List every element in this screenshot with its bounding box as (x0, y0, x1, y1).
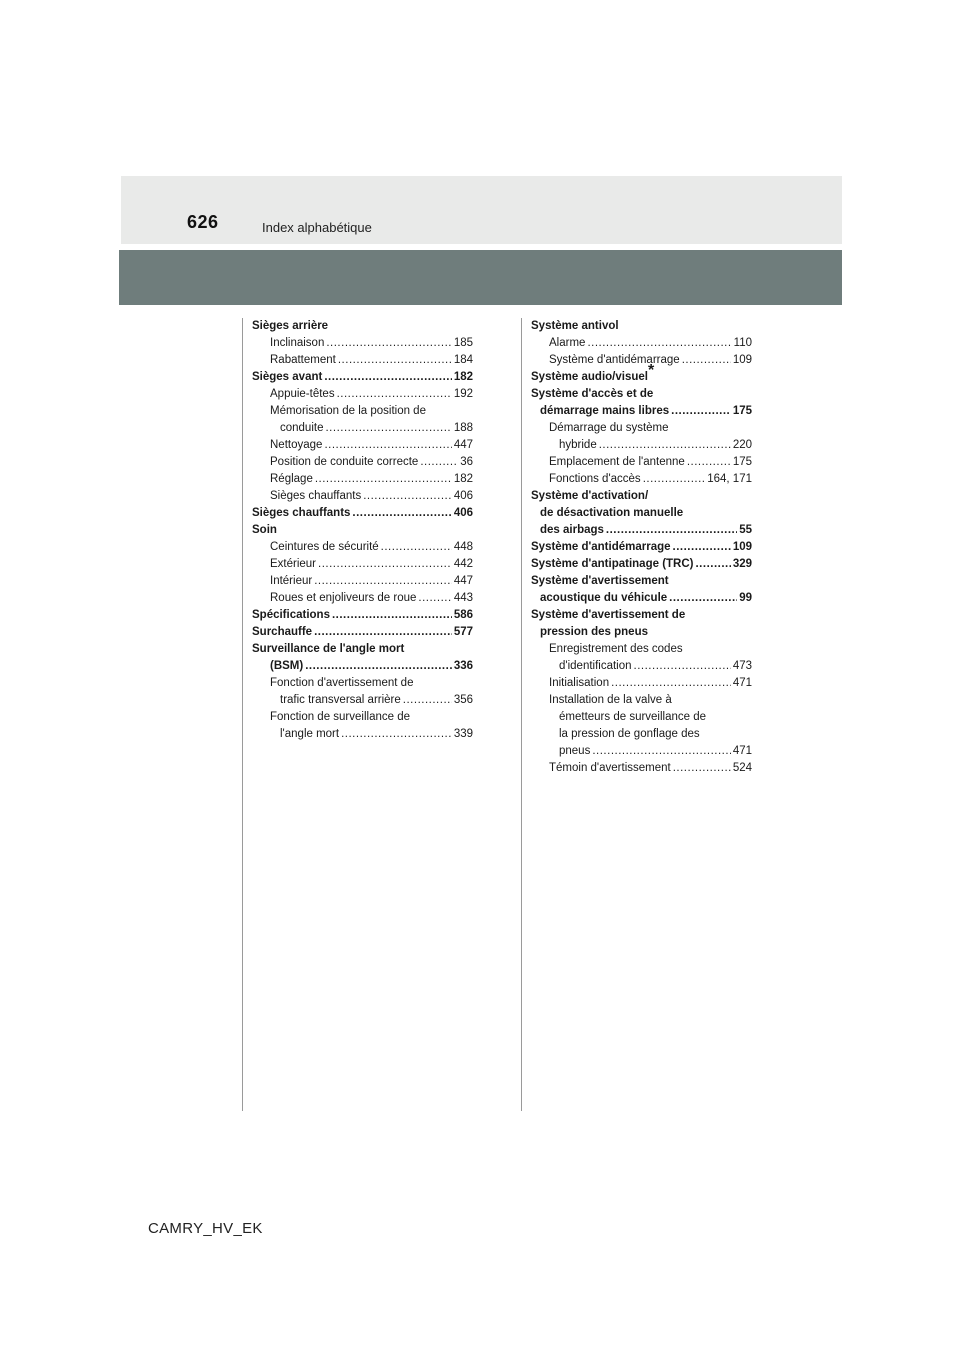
entry-text: des airbags (540, 524, 604, 536)
entry-page-ref: 336 (453, 660, 473, 672)
entry-text: Système antivol (531, 320, 619, 332)
dot-leader (324, 437, 451, 454)
header-accent (119, 176, 121, 244)
entry-page-ref: 339 (453, 728, 473, 740)
entry-page-ref: 188 (453, 422, 473, 434)
index-entry (252, 335, 473, 352)
index-entry (252, 556, 473, 573)
entry-text: Installation de la valve à (549, 694, 672, 706)
entry-text: Sièges chauffants (252, 507, 351, 519)
index-entry (252, 641, 473, 658)
index-entry (531, 471, 752, 488)
entry-page-ref: 406 (453, 490, 473, 502)
dot-leader (332, 607, 452, 624)
index-entry (252, 675, 473, 692)
entry-text: Fonctions d'accès (549, 473, 641, 485)
index-entry (531, 386, 752, 403)
entry-text: Roues et enjoliveurs de roue (270, 592, 417, 604)
index-entry (252, 573, 473, 590)
index-entry (531, 692, 752, 709)
index-entry (252, 454, 473, 471)
dot-leader (341, 726, 452, 743)
entry-text: Fonction d'avertissement de (270, 677, 414, 689)
index-entry (252, 488, 473, 505)
entry-text: acoustique du véhicule (540, 592, 668, 604)
index-entry (531, 437, 752, 454)
index-entry (252, 658, 473, 675)
entry-text: pression des pneus (540, 626, 649, 638)
entry-text: Spécifications (252, 609, 330, 621)
entry-page-ref: 442 (453, 558, 473, 570)
entry-page-ref: 175 (732, 456, 752, 468)
entry-page-ref: 471 (732, 745, 752, 757)
entry-text: démarrage mains libres (540, 405, 670, 417)
entry-page-ref: 448 (453, 541, 473, 553)
dot-leader (326, 335, 451, 352)
entry-text: pneus (559, 745, 591, 757)
index-entry (531, 709, 752, 726)
dot-leader (687, 454, 731, 471)
dot-leader (606, 522, 737, 539)
entry-page-ref: 471 (732, 677, 752, 689)
left-column-rule (242, 318, 243, 1111)
dot-leader (338, 352, 452, 369)
entry-text: hybride (559, 439, 597, 451)
index-entry (252, 522, 473, 539)
index-entry (252, 352, 473, 369)
header-band (119, 250, 842, 305)
index-entry (531, 522, 752, 539)
entry-text: Mémorisation de la position de (270, 405, 426, 417)
entry-text: Réglage (270, 473, 313, 485)
index-entry (531, 675, 752, 692)
index-entry (531, 420, 752, 437)
entry-text: Système d'avertissement (531, 575, 669, 587)
entry-text: Système d'antidémarrage (549, 354, 680, 366)
entry-page-ref: 164, 171 (707, 473, 752, 485)
entry-text: Nettoyage (270, 439, 323, 451)
entry-text: Surveillance de l'angle mort (252, 643, 405, 655)
entry-text: Appuie-têtes (270, 388, 335, 400)
dot-leader (418, 590, 451, 607)
entry-text: la pression de gonflage des (559, 728, 700, 740)
entry-text: Démarrage du système (549, 422, 669, 434)
dot-leader (611, 675, 731, 692)
dot-leader (314, 573, 452, 590)
entry-text: émetteurs de surveillance de (559, 711, 707, 723)
index-entry (531, 658, 752, 675)
dot-leader (324, 369, 451, 386)
index-entry (531, 590, 752, 607)
entry-page-ref: 443 (453, 592, 473, 604)
dot-leader (673, 539, 731, 556)
dot-leader (592, 743, 730, 760)
entry-text: de désactivation manuelle (540, 507, 684, 519)
entry-text: Système audio/visuel (531, 371, 648, 383)
footnote-marker: * (647, 362, 655, 379)
entry-text: Système d'antidémarrage (531, 541, 671, 553)
entry-page-ref: 110 (733, 337, 752, 349)
entry-page-ref: 99 (739, 592, 752, 604)
entry-text: conduite (280, 422, 324, 434)
index-entry (531, 335, 752, 352)
index-entry (252, 505, 473, 522)
index-entry (252, 692, 473, 709)
entry-text: Sièges arrière (252, 320, 329, 332)
entry-text: Système d'antipatinage (TRC) (531, 558, 694, 570)
index-entry (252, 369, 473, 386)
index-entry (252, 403, 473, 420)
index-entry (252, 471, 473, 488)
entry-page-ref: 406 (453, 507, 473, 519)
entry-text: Système d'activation/ (531, 490, 649, 502)
dot-leader (643, 471, 706, 488)
index-entry (252, 709, 473, 726)
index-entry (531, 539, 752, 556)
index-entry (531, 488, 752, 505)
index-entry (252, 607, 473, 624)
dot-leader (403, 692, 452, 709)
page-number: 626 (187, 212, 219, 232)
entry-text: Surchauffe (252, 626, 313, 638)
dot-leader (634, 658, 731, 675)
index-entry (531, 607, 752, 624)
entry-page-ref: 356 (453, 694, 473, 706)
dot-leader (337, 386, 452, 403)
entry-page-ref: 109 (732, 354, 752, 366)
entry-text: Sièges avant (252, 371, 323, 383)
dot-leader (587, 335, 731, 352)
entry-text: (BSM) (270, 660, 304, 672)
entry-text: Extérieur (270, 558, 317, 570)
document-code: CAMRY_HV_EK (148, 1220, 263, 1237)
entry-text: Intérieur (270, 575, 313, 587)
entry-page-ref: 586 (453, 609, 473, 621)
dot-leader (695, 556, 730, 573)
dot-leader (682, 352, 731, 369)
index-entry (252, 624, 473, 641)
dot-leader (381, 539, 452, 556)
index-entry (531, 556, 752, 573)
dot-leader (325, 420, 451, 437)
entry-text: Alarme (549, 337, 586, 349)
entry-page-ref: 447 (453, 575, 473, 587)
entry-page-ref: 220 (732, 439, 752, 451)
dot-leader (315, 471, 452, 488)
index-entry (531, 760, 752, 777)
header-top-band (119, 176, 842, 244)
dot-leader (673, 760, 731, 777)
index-entry (252, 437, 473, 454)
entry-text: Rabattement (270, 354, 336, 366)
entry-page-ref: 109 (732, 541, 752, 553)
index-entry (531, 362, 752, 386)
entry-text: Témoin d'avertissement (549, 762, 671, 774)
entry-text: d'identification (559, 660, 632, 672)
index-entry (252, 420, 473, 437)
index-column-left (252, 318, 473, 743)
entry-text: Système d'accès et de (531, 388, 654, 400)
index-entry (252, 539, 473, 556)
entry-text: trafic transversal arrière (280, 694, 401, 706)
entry-text: Initialisation (549, 677, 610, 689)
entry-text: Enregistrement des codes (549, 643, 683, 655)
entry-text: Inclinaison (270, 337, 325, 349)
entry-text: Soin (252, 524, 277, 536)
entry-text: Position de conduite correcte (270, 456, 419, 468)
entry-text: Emplacement de l'antenne (549, 456, 685, 468)
index-entry (531, 573, 752, 590)
entry-text: Système d'avertissement de (531, 609, 686, 621)
entry-text: Fonction de surveillance de (270, 711, 410, 723)
entry-page-ref: 524 (732, 762, 752, 774)
section-title: Index alphabétique (262, 220, 372, 235)
entry-page-ref: 192 (453, 388, 473, 400)
index-entry (531, 454, 752, 471)
entry-text: Sièges chauffants (270, 490, 362, 502)
entry-page-ref: 184 (453, 354, 473, 366)
index-entry (531, 641, 752, 658)
right-column-rule (521, 318, 522, 1111)
dot-leader (599, 437, 731, 454)
entry-page-ref: 182 (453, 371, 473, 383)
entry-page-ref: 577 (453, 626, 473, 638)
entry-page-ref: 329 (732, 558, 752, 570)
index-entry (252, 590, 473, 607)
dot-leader (305, 658, 452, 675)
entry-text: Ceintures de sécurité (270, 541, 379, 553)
index-entry (531, 726, 752, 743)
dot-leader (314, 624, 452, 641)
entry-page-ref: 36 (460, 456, 473, 468)
index-column-right (531, 318, 752, 777)
dot-leader (671, 403, 731, 420)
index-entry (531, 352, 752, 369)
index-entry (531, 505, 752, 522)
dot-leader (318, 556, 452, 573)
index-entry (531, 318, 752, 335)
entry-page-ref: 175 (732, 405, 752, 417)
entry-page-ref: 447 (453, 439, 473, 451)
dot-leader (420, 454, 458, 471)
entry-page-ref: 473 (732, 660, 752, 672)
entry-page-ref: 185 (453, 337, 473, 349)
index-entry (531, 403, 752, 420)
index-entry (252, 318, 473, 335)
dot-leader (669, 590, 737, 607)
entry-text: l'angle mort (280, 728, 340, 740)
index-entry (252, 386, 473, 403)
entry-page-ref: 182 (453, 473, 473, 485)
dot-leader (363, 488, 452, 505)
index-entry (531, 743, 752, 760)
entry-page-ref: 55 (739, 524, 752, 536)
index-entry (252, 726, 473, 743)
index-entry (531, 624, 752, 641)
dot-leader (352, 505, 451, 522)
